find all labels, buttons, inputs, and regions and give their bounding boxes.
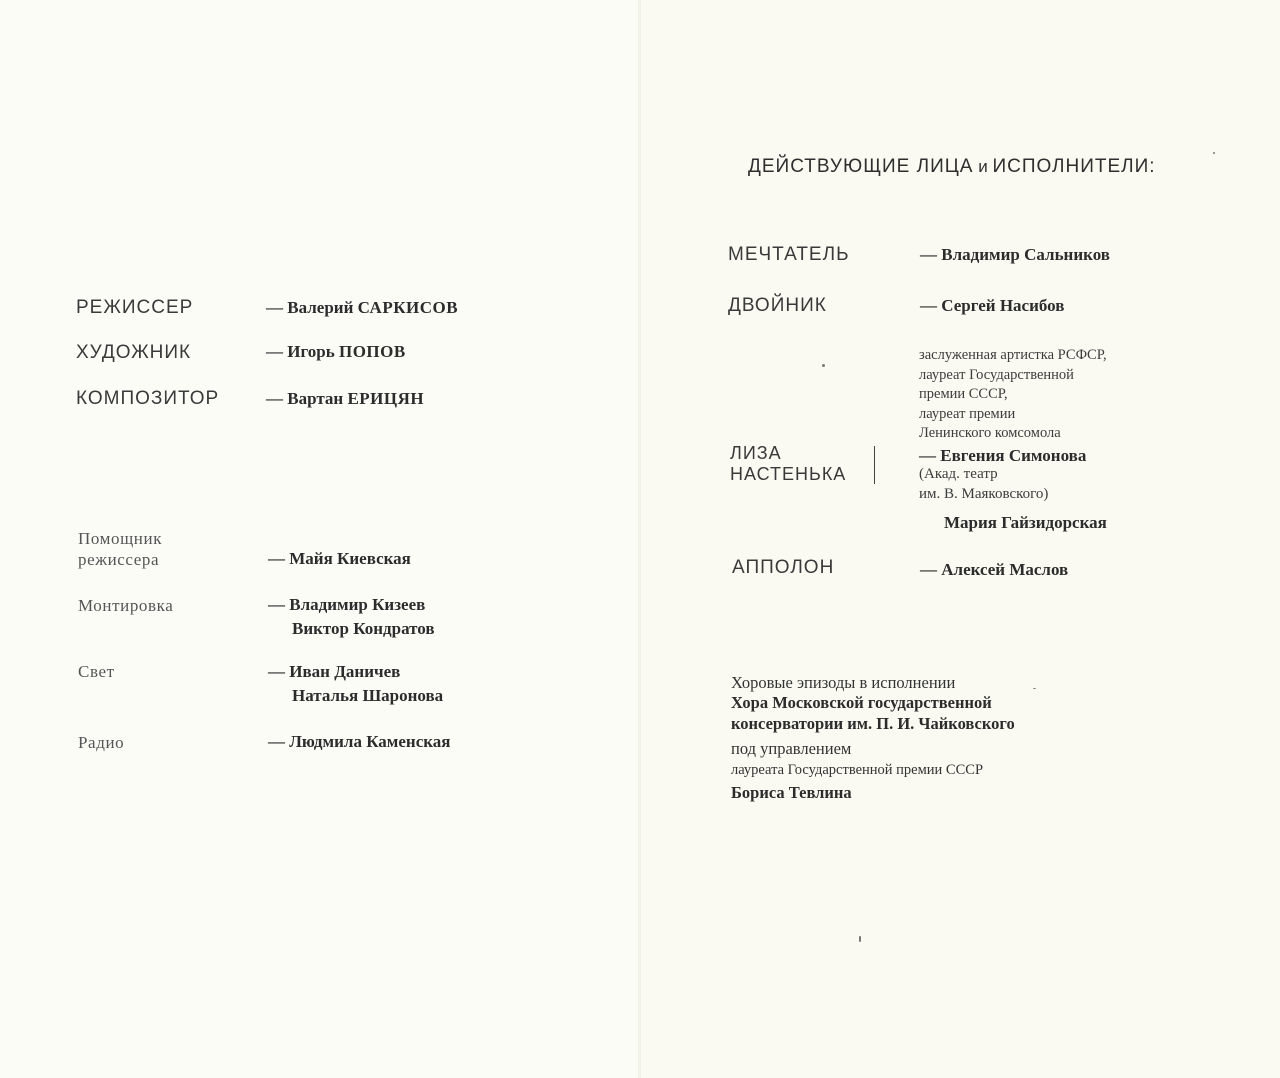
role-lighting: Свет — [78, 662, 115, 681]
composer-name: — Вартан ЕРИЦЯН — [266, 389, 425, 408]
artist-name: — Игорь ПОПОВ — [266, 342, 406, 361]
conductor-title: лауреата Государственной премии СССР — [731, 762, 984, 778]
role-sound: Радио — [78, 733, 125, 752]
cast-bracket — [874, 446, 880, 484]
role-stage-crew: Монтировка — [78, 596, 174, 615]
conductor-intro: под управлением — [731, 739, 852, 758]
role-composer: КОМПОЗИТОР — [76, 388, 220, 409]
stage-crew-name-1: — Владимир Кизеев — [268, 595, 426, 614]
paper-speck — [1213, 152, 1215, 154]
role-apollon: АППОЛОН — [732, 557, 835, 578]
choir-intro: Хоровые эпизоды в исполнении — [731, 673, 956, 692]
lighting-name-2: Наталья Шаронова — [292, 686, 444, 705]
liza-actor-2: Мария Гайзидорская — [944, 513, 1107, 532]
role-artist: ХУДОЖНИК — [76, 342, 192, 363]
choir-name: Хора Московской государственной консерватории им. П. И. Чайковского — [731, 693, 1015, 733]
actress-titles: заслуженная артистка РСФСР, лауреат Государственной премии СССР, лауреат премии Ленинского комсомола — [919, 347, 1107, 441]
apollon-actor: — Алексей Маслов — [920, 560, 1069, 579]
role-dreamer: МЕЧТАТЕЛЬ — [728, 244, 850, 265]
paper-speck — [859, 936, 861, 942]
double-actor: — Сергей Насибов — [920, 296, 1065, 315]
director-name: — Валерий САРКИСОВ — [266, 298, 459, 317]
conductor-name: Бориса Тевлина — [731, 783, 852, 802]
role-assistant-director: Помощник режиссера — [78, 529, 163, 569]
page-fold — [638, 0, 641, 1078]
dreamer-actor: — Владимир Сальников — [920, 245, 1110, 264]
liza-actor-1-theatre: (Акад. театр им. В. Маяковского) — [919, 466, 1049, 502]
assistant-director-name: — Майя Киевская — [268, 549, 411, 568]
liza-actor-1: — Евгения Симонова — [919, 446, 1087, 465]
lighting-name-1: — Иван Даничев — [268, 662, 401, 681]
sound-name: — Людмила Каменская — [268, 732, 451, 751]
role-director: РЕЖИССЕР — [76, 297, 194, 318]
paper-speck — [1033, 688, 1036, 689]
role-liza-nastenka: ЛИЗА НАСТЕНЬКА — [730, 443, 847, 484]
role-double: ДВОЙНИК — [728, 295, 827, 316]
paper-speck — [822, 364, 825, 367]
cast-heading: ДЕЙСТВУЮЩИЕ ЛИЦА и ИСПОЛНИТЕЛИ: — [748, 156, 1156, 177]
stage-crew-name-2: Виктор Кондратов — [292, 619, 435, 638]
